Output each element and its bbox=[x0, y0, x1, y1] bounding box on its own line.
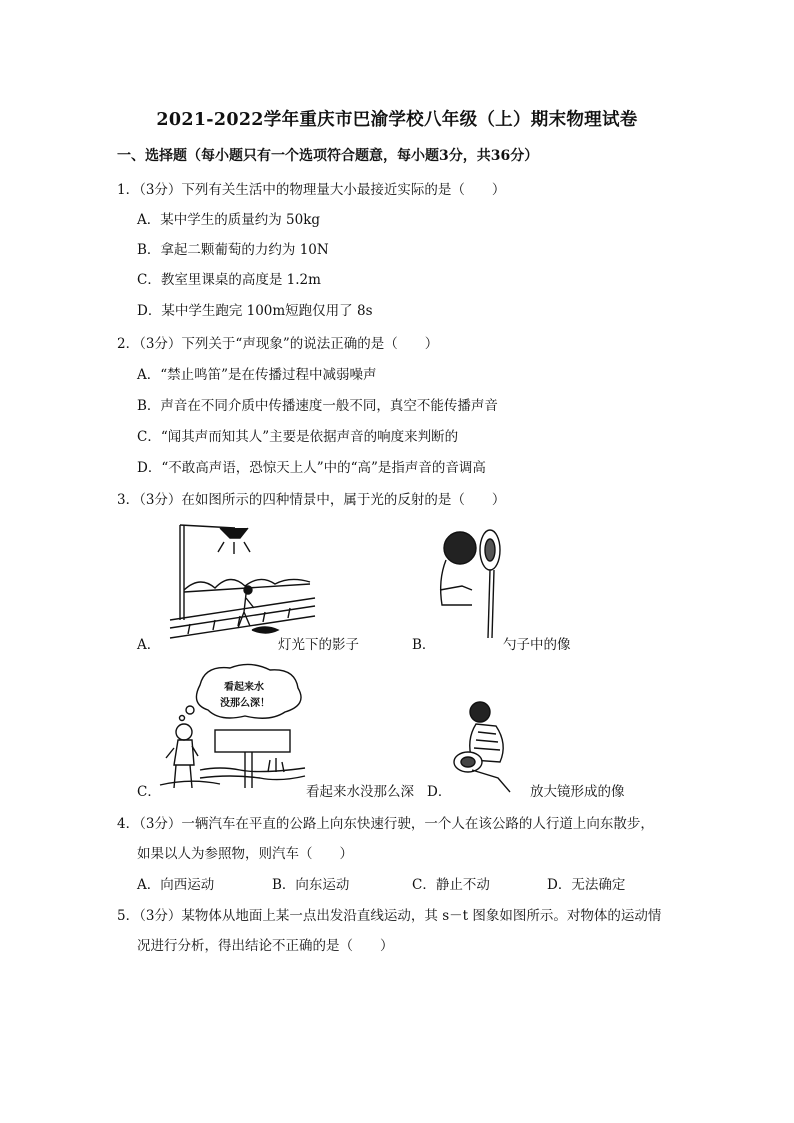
thought-bubble-line-1: 看起来水 bbox=[224, 682, 264, 693]
figure-b-caption: 勺子中的像 bbox=[503, 637, 571, 653]
section-heading: 一、选择题（每小题只有一个选项符合题意，每小题3分，共36分） bbox=[117, 148, 539, 164]
figure-c-label: C． bbox=[137, 784, 161, 800]
figure-b-label: B． bbox=[412, 637, 436, 653]
question-2-option-d: D．“不敢高声语，恐惊天上人”中的“高”是指声音的音调高 bbox=[137, 460, 486, 476]
figure-d-label: D． bbox=[427, 784, 452, 800]
question-4-option-b: B．向东运动 bbox=[272, 877, 350, 893]
question-4-stem-line-2: 如果以人为参照物，则汽车（ ） bbox=[137, 846, 353, 862]
question-2-option-b: B．声音在不同介质中传播速度一般不同，真空不能传播声音 bbox=[137, 398, 498, 414]
question-1-option-c: C．教室里课桌的高度是 1.2m bbox=[137, 272, 321, 288]
question-2-option-c: C．“闻其声而知其人”主要是依据声音的响度来判断的 bbox=[137, 429, 459, 445]
question-5-stem-line-1: 5．（3分）某物体从地面上某一点出发沿直线运动，其 s－t 图象如图所示。对物体的运动情 bbox=[117, 908, 662, 924]
figure-c-water-depth bbox=[160, 660, 310, 790]
question-2-stem: 2．（3分）下列关于“声现象”的说法正确的是（ ） bbox=[117, 336, 439, 352]
page-title: 2021-2022学年重庆市巴渝学校八年级（上）期末物理试卷 bbox=[156, 110, 638, 130]
question-1-stem: 1．（3分）下列有关生活中的物理量大小最接近实际的是（ ） bbox=[117, 182, 506, 198]
question-1-option-a: A．某中学生的质量约为 50kg bbox=[137, 212, 321, 228]
figure-d-magnifier-image bbox=[450, 700, 540, 795]
thought-bubble-line-2: 没那么深！ bbox=[220, 698, 270, 709]
question-1-option-b: B．拿起二颗葡萄的力约为 10N bbox=[137, 242, 329, 258]
question-2-option-a: A．“禁止鸣笛”是在传播过程中减弱噪声 bbox=[137, 367, 377, 383]
figure-c-caption: 看起来水没那么深 bbox=[306, 784, 414, 800]
figure-a-caption: 灯光下的影子 bbox=[278, 637, 359, 653]
figure-a-label: A． bbox=[137, 637, 161, 653]
question-4-option-d: D．无法确定 bbox=[547, 877, 626, 893]
question-5-stem-line-2: 况进行分析，得出结论不正确的是（ ） bbox=[137, 938, 394, 954]
question-4-option-c: C．静止不动 bbox=[412, 877, 490, 893]
figure-a-lamp-shadow bbox=[160, 520, 320, 645]
question-4-stem-line-1: 4．（3分）一辆汽车在平直的公路上向东快速行驶，一个人在该公路的人行道上向东散步， bbox=[117, 816, 654, 832]
question-3-stem: 3．（3分）在如图所示的四种情景中，属于光的反射的是（ ） bbox=[117, 492, 506, 508]
question-4-option-a: A．向西运动 bbox=[137, 877, 215, 893]
figure-d-caption: 放大镜形成的像 bbox=[530, 784, 625, 800]
figure-b-spoon-image bbox=[432, 520, 512, 640]
question-1-option-d: D．某中学生跑完 100m短跑仅用了 8s bbox=[137, 303, 373, 319]
